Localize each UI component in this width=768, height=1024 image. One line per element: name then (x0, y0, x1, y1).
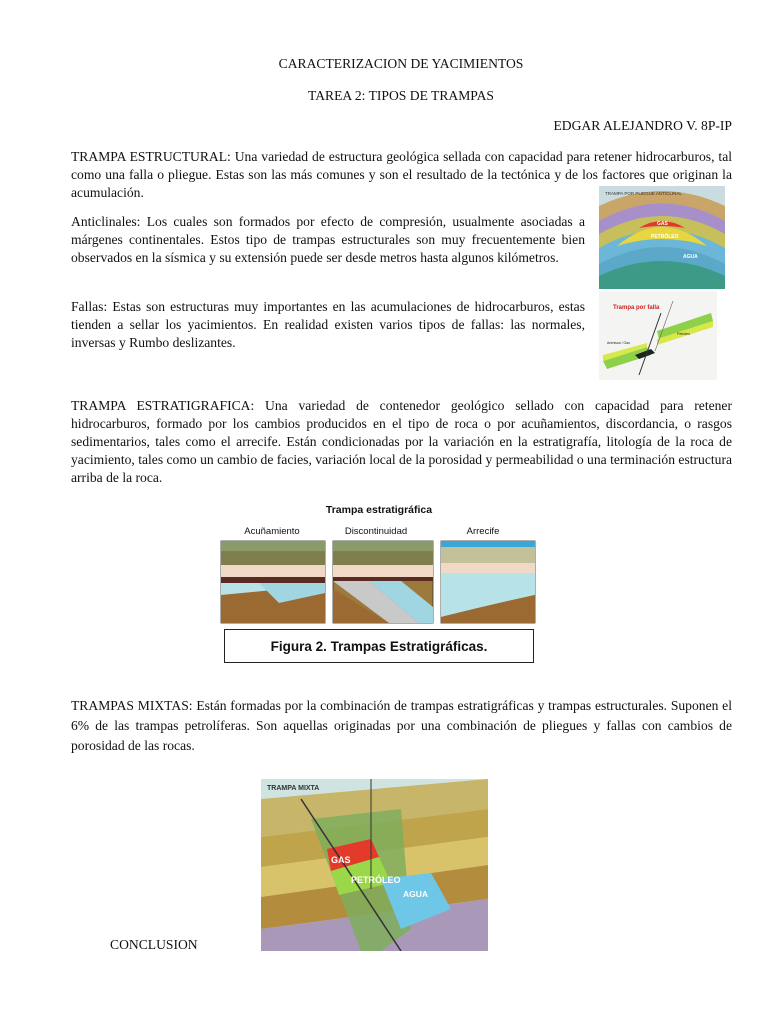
fault-left-label: Arenisca / Gas (607, 341, 630, 345)
mixed-water-label: AGUA (403, 889, 429, 899)
paragraph-fallas: Fallas: Estas son estructuras muy importantes en las acumulaciones de hidrocarburos, estas tienden a sellar los yacimientos. En realidad existen varios tipos de fallas: las normales, inversas y Rumbo deslizantes. (71, 299, 585, 350)
strat-panel-label-3: Arrecife (466, 526, 500, 537)
strat-panel-reef (441, 541, 535, 623)
strat-panel-label-1: Acuñamiento (244, 526, 300, 537)
paragraph-anticlinales: Anticlinales: Los cuales son formados por efecto de compresión, usualmente asociadas a márgenes continentales. Estos tipo de trampas estructurales son muy frecuentemente bien observados en la sísmica y su extensión puede ser desde metros hasta algunos kilómetros. (71, 214, 585, 265)
fault-right-label: Petróleo (677, 332, 691, 336)
fault-trap-figure (599, 291, 717, 380)
strat-figure-caption: Figura 2. Trampas Estratigráficas. (224, 629, 534, 663)
fault-figure-title: Trampa por falla (613, 305, 660, 311)
strat-panel-unconformity (333, 541, 433, 623)
author-line: EDGAR ALEJANDRO V. 8P-IP (553, 118, 732, 133)
anticline-figure-title: TRAMPA POR PLIEGUE ANTICLINAL (605, 191, 682, 196)
mixed-gas-label: GAS (331, 855, 351, 865)
mixed-figure-title: TRAMPA MIXTA (267, 785, 320, 792)
conclusion-heading: CONCLUSION (110, 937, 198, 952)
stratigraphic-traps-figure (219, 499, 539, 626)
paragraph-mixtas: TRAMPAS MIXTAS: Están formadas por la combinación de trampas estratigráficas y trampas estructurales. Suponen el 6% de las trampas petrolíferas. Son aquellas originadas por una combinación de pliegues y fallas con cambios de porosidad de las rocas. (71, 698, 732, 753)
mixed-oil-label: PETRÓLEO (351, 875, 401, 885)
paragraph-estructural: TRAMPA ESTRUCTURAL: Una variedad de estructura geológica sellada con capacidad para retener hidrocarburos, tal como una falla o pliegue. Estas son las más comunes y son el resultado de la tectónica y de los factores que originan la acumulación. (71, 149, 732, 200)
anticline-trap-figure (599, 186, 725, 289)
paragraph-estratigrafica: TRAMPA ESTRATIGRAFICA: Una variedad de contenedor geológico sellado con capacidad para retener hidrocarburos, formado por los cambios producidos en el tipo de roca o por acuñamientos, discordancia, o rasgos sedimentarios, tales como el arrecife. Están condicionadas por la variación en la estratigrafía, litología de la roca de yacimiento, tales como un cambio de facies, variación local de la porosidad y permeabilidad o una terminación estructura arriba de la roca. (71, 398, 732, 485)
anticline-oil-label: PETRÓLEO (651, 234, 679, 240)
strat-panel-label-2: Discontinuidad (344, 526, 408, 537)
mixed-trap-figure (261, 779, 488, 951)
document-title: CARACTERIZACION DE YACIMIENTOS (278, 56, 524, 71)
document-subtitle: TAREA 2: TIPOS DE TRAMPAS (308, 88, 494, 103)
anticline-gas-label: GAS (657, 221, 668, 227)
strat-figure-title: Trampa estratigráfica (325, 504, 433, 516)
anticline-water-label: AGUA (683, 254, 698, 260)
strat-panel-wedge (221, 541, 325, 623)
